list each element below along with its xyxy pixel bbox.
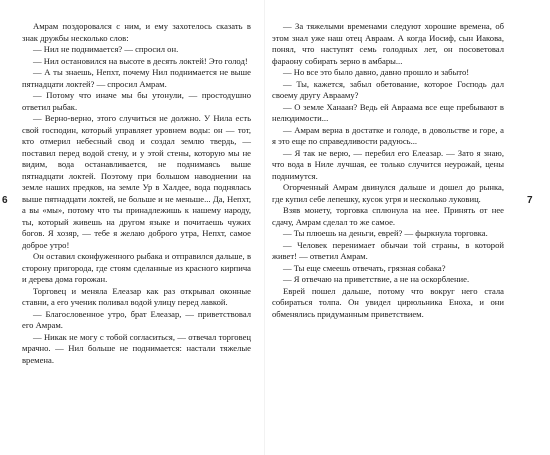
- paragraph: — За тяжелыми временами следуют хорошие времена, об этом знал уже наш отец Авраам. А когда Иосиф, сын Иакова, понял, что наступят семь голодных лет, он посоветовал фараону собирать зерно в амбары...: [272, 21, 504, 66]
- paragraph: Торговец и меняла Елеазар как раз открывал оконные ставни, а его ученик поливал водой улицу перед лавкой.: [22, 285, 251, 307]
- paragraph: — Человек перенимает обычаи той страны, в которой живет! — ответил Амрам.: [272, 239, 504, 261]
- book-gutter: [264, 0, 265, 455]
- paragraph: Амрам поздоровался с ним, и ему захотелось сказать в знак дружбы несколько слов:: [22, 21, 251, 43]
- paragraph: Огорченный Амрам двинулся дальше и дошел до рынка, где купил себе лепешку, кусок угря и несколько луковиц.: [272, 182, 504, 204]
- paragraph: — Верно-верно, этого случиться не должно. У Нила есть свой господин, который управляет уровнем воды: он — тот, кто отмерил небесный свод и создал землю твердь, — поставил перед водой стену, и у этой стены, которую мы не видим, вода останавливается, не поднимаясь выше пятнадцати локтей. Поэтому при большом наводнении на земле наших предков, на земле Ур в Халдее, вода поднялась выше пятнадцати локтей, не больше и не меньше... Да, Непхт, а вы «мы», потому что ты принадлежишь к нашему народу, ты, который живешь на другом языке и почитаешь чужих богов. Я хозяр, — тебе я желаю доброго утра, Непхт, самое доброе утро!: [22, 113, 251, 250]
- paragraph: — Я так не верю, — перебил его Елеазар. — Зато я знаю, что вода в Ниле лучшая, ее только случится неурожай, цены поднимутся.: [272, 147, 504, 181]
- page-number-right: 7: [527, 195, 533, 206]
- paragraph: — Ты плюешь на деньги, еврей? — фыркнула торговка.: [283, 228, 488, 238]
- paragraph: Взяв монету, торговка сплюнула на нее. Принять от нее сдачу, Амрам сделал то же самое.: [272, 205, 504, 227]
- paragraph: — А ты знаешь, Непхт, почему Нил поднимается не выше пятнадцати локтей? — спросил Амрам.: [22, 67, 251, 89]
- page-number-left: 6: [2, 195, 8, 206]
- paragraph: — Нил не поднимается? — спросил он.: [33, 44, 179, 54]
- paragraph: — Никак не могу с тобой согласиться, — отвечал торговец мрачно. — Нил больше не поднимается: настали тяжелые времена.: [22, 331, 251, 365]
- paragraph: — О земле Ханаан? Ведь ей Авраама все еще пребывают в нелюдимости...: [272, 101, 504, 123]
- paragraph: Он оставил сконфуженного рыбака и отправился дальше, в сторону пригорода, где стоям сделанные из красного кирпича и дерева дома горожан.: [22, 251, 251, 284]
- paragraph: — Потому что иначе мы бы утонули, — простодушно ответил рыбак.: [22, 90, 251, 112]
- paragraph: — Благословенное утро, брат Елеазар, — приветствовал его Амрам.: [22, 308, 251, 330]
- paragraph: — Я отвечаю на приветствие, а не на оскорбление.: [283, 274, 470, 284]
- right-page-text: [272, 21, 504, 320]
- paragraph: — Нил остановился на высоте в десять локтей! Это голод!: [33, 55, 248, 66]
- paragraph: — Но все это было давно, давно прошло и забыто!: [283, 67, 470, 77]
- paragraph: — Амрам верна в достатке и голоде, в довольстве и горе, а я это еще по справедливости радуюсь...: [272, 124, 504, 146]
- paragraph: Еврей пошел дальше, потому что вокруг него стала собираться толпа. Он увидел цирюльника Еноха, и они обменялись придуманным приветствием.: [272, 285, 504, 319]
- paragraph: — Ты, кажется, забыл обетование, которое Господь дал своему другу Аврааму?: [272, 78, 504, 100]
- paragraph: — Ты еще смеешь отвечать, грязная собака?: [283, 262, 446, 273]
- left-page-text: [22, 21, 251, 366]
